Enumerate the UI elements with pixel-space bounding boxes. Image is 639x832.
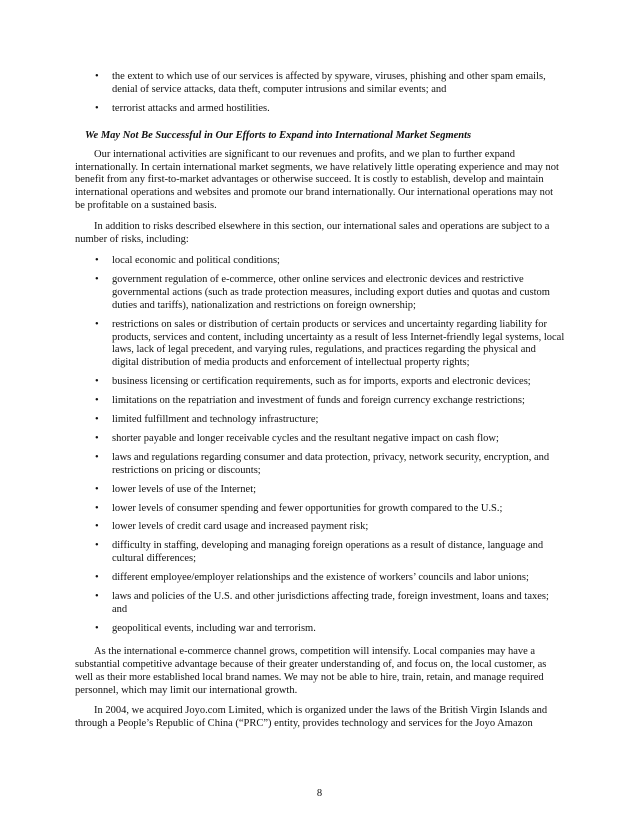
list-item-text: geopolitical events, including war and terrorism.	[112, 622, 316, 634]
list-item	[75, 484, 565, 497]
bullet-icon: •	[95, 451, 99, 463]
list-item	[75, 274, 565, 313]
list-item-text: shorter payable and longer receivable cycles and the resultant negative impact on cash flow;	[112, 432, 499, 444]
bullet-icon: •	[95, 502, 99, 514]
bullet-icon: •	[95, 376, 99, 388]
bullet-icon: •	[95, 572, 99, 584]
bullet-icon: •	[95, 591, 99, 603]
bullet-icon: •	[95, 102, 99, 114]
bullet-icon: •	[95, 483, 99, 495]
bullet-icon: •	[95, 432, 99, 444]
paragraph: In 2004, we acquired Joyo.com Limited, which is organized under the laws of the British Virgin Islands and through a People’s Republic of China (“PRC”) entity, provides technology and services for the Joyo Amazon	[75, 705, 548, 730]
list-item	[75, 452, 565, 478]
list-item	[75, 591, 565, 617]
list-item-text: government regulation of e-commerce, other online services and electronic devices and restrictive governmental actions (such as trade protection measures, including export duties and quotas and custom duties and tariffs), nationalization and restrictions on foreign ownership;	[112, 273, 550, 311]
bullet-icon: •	[95, 622, 99, 634]
paragraph: In addition to risks described elsewhere in this section, our international sales and operations are subject to a number of risks, including:	[75, 221, 550, 246]
list-item	[75, 319, 565, 371]
list-item-text: limitations on the repatriation and investment of funds and foreign currency exchange restrictions;	[112, 395, 525, 407]
list-item-text: the extent to which use of our services is affected by spyware, viruses, phishing and other spam emails, denial of service attacks, data theft, computer intrusions and similar events; and	[112, 71, 546, 95]
list-item	[75, 103, 565, 116]
bullet-icon: •	[95, 521, 99, 533]
list-item	[75, 395, 565, 408]
top-bullet-list	[75, 71, 565, 116]
list-item	[75, 414, 565, 427]
list-item	[75, 71, 565, 97]
list-item	[75, 433, 565, 446]
paragraph: Our international activities are significant to our revenues and profits, and we plan to further expand internationally. In certain international market segments, we have relatively little operating experience and may not benefit from any first-to-market advantages or otherwise succeed. It is costly to establish, develop and maintain international operations and websites and promote our brand internationally. Our international operations may not be profitable on a sustained basis.	[75, 148, 559, 212]
risk-bullet-list	[75, 255, 565, 636]
list-item-text: difficulty in staffing, developing and managing foreign operations as a result of distance, language and cultural differences;	[112, 540, 544, 565]
list-item	[75, 540, 565, 566]
bullet-icon: •	[95, 395, 99, 407]
list-item	[75, 503, 565, 516]
list-item-text: limited fulfillment and technology infrastructure;	[112, 414, 319, 426]
paragraph: As the international e-commerce channel grows, competition will intensify. Local companies may have a substantial competitive advantage because of their greater understanding of, and focus on, the local customer, as well as their more established local brand names. We may not be able to hire, train, retain, and manage required personnel, which may limit our international growth.	[75, 645, 547, 696]
list-item-text: lower levels of use of the Internet;	[112, 483, 257, 495]
list-item	[75, 521, 565, 534]
list-item-text: laws and policies of the U.S. and other jurisdictions affecting trade, foreign investment, loans and taxes; and	[112, 591, 549, 615]
bullet-icon: •	[95, 254, 99, 266]
page-number: 8	[316, 788, 323, 799]
page-content	[75, 71, 565, 739]
list-item-text: terrorist attacks and armed hostilities.	[112, 102, 270, 114]
bullet-icon: •	[95, 273, 99, 285]
list-item-text: restrictions on sales or distribution of certain products or services and uncertainty regarding liability for products, services and content, including uncertainty as a result of less Internet-friendly legal systems, local laws, lack of legal precedent, and varying rules, regulations, and practices regarding the physical and digital distribution of media products and enforcement of intellectual property rights;	[112, 318, 565, 369]
section-heading: We May Not Be Successful in Our Efforts to Expand into International Market Segments	[85, 129, 472, 141]
bullet-icon: •	[95, 318, 99, 330]
list-item-text: business licensing or certification requirements, such as for imports, exports and electronic devices;	[112, 376, 531, 388]
list-item	[75, 572, 565, 585]
list-item	[75, 376, 565, 389]
list-item-text: laws and regulations regarding consumer and data protection, privacy, network security, encryption, and restrictions on pricing or discounts;	[112, 451, 550, 476]
list-item-text: lower levels of consumer spending and fewer opportunities for growth compared to the U.S.;	[112, 502, 503, 514]
list-item	[75, 623, 565, 636]
list-item	[75, 255, 565, 268]
bullet-icon: •	[95, 71, 99, 82]
bullet-icon: •	[95, 414, 99, 426]
list-item-text: different employee/employer relationships and the existence of workers’ councils and labor unions;	[112, 572, 529, 584]
bullet-icon: •	[95, 540, 99, 552]
list-item-text: lower levels of credit card usage and increased payment risk;	[112, 521, 369, 533]
list-item-text: local economic and political conditions;	[112, 254, 280, 266]
